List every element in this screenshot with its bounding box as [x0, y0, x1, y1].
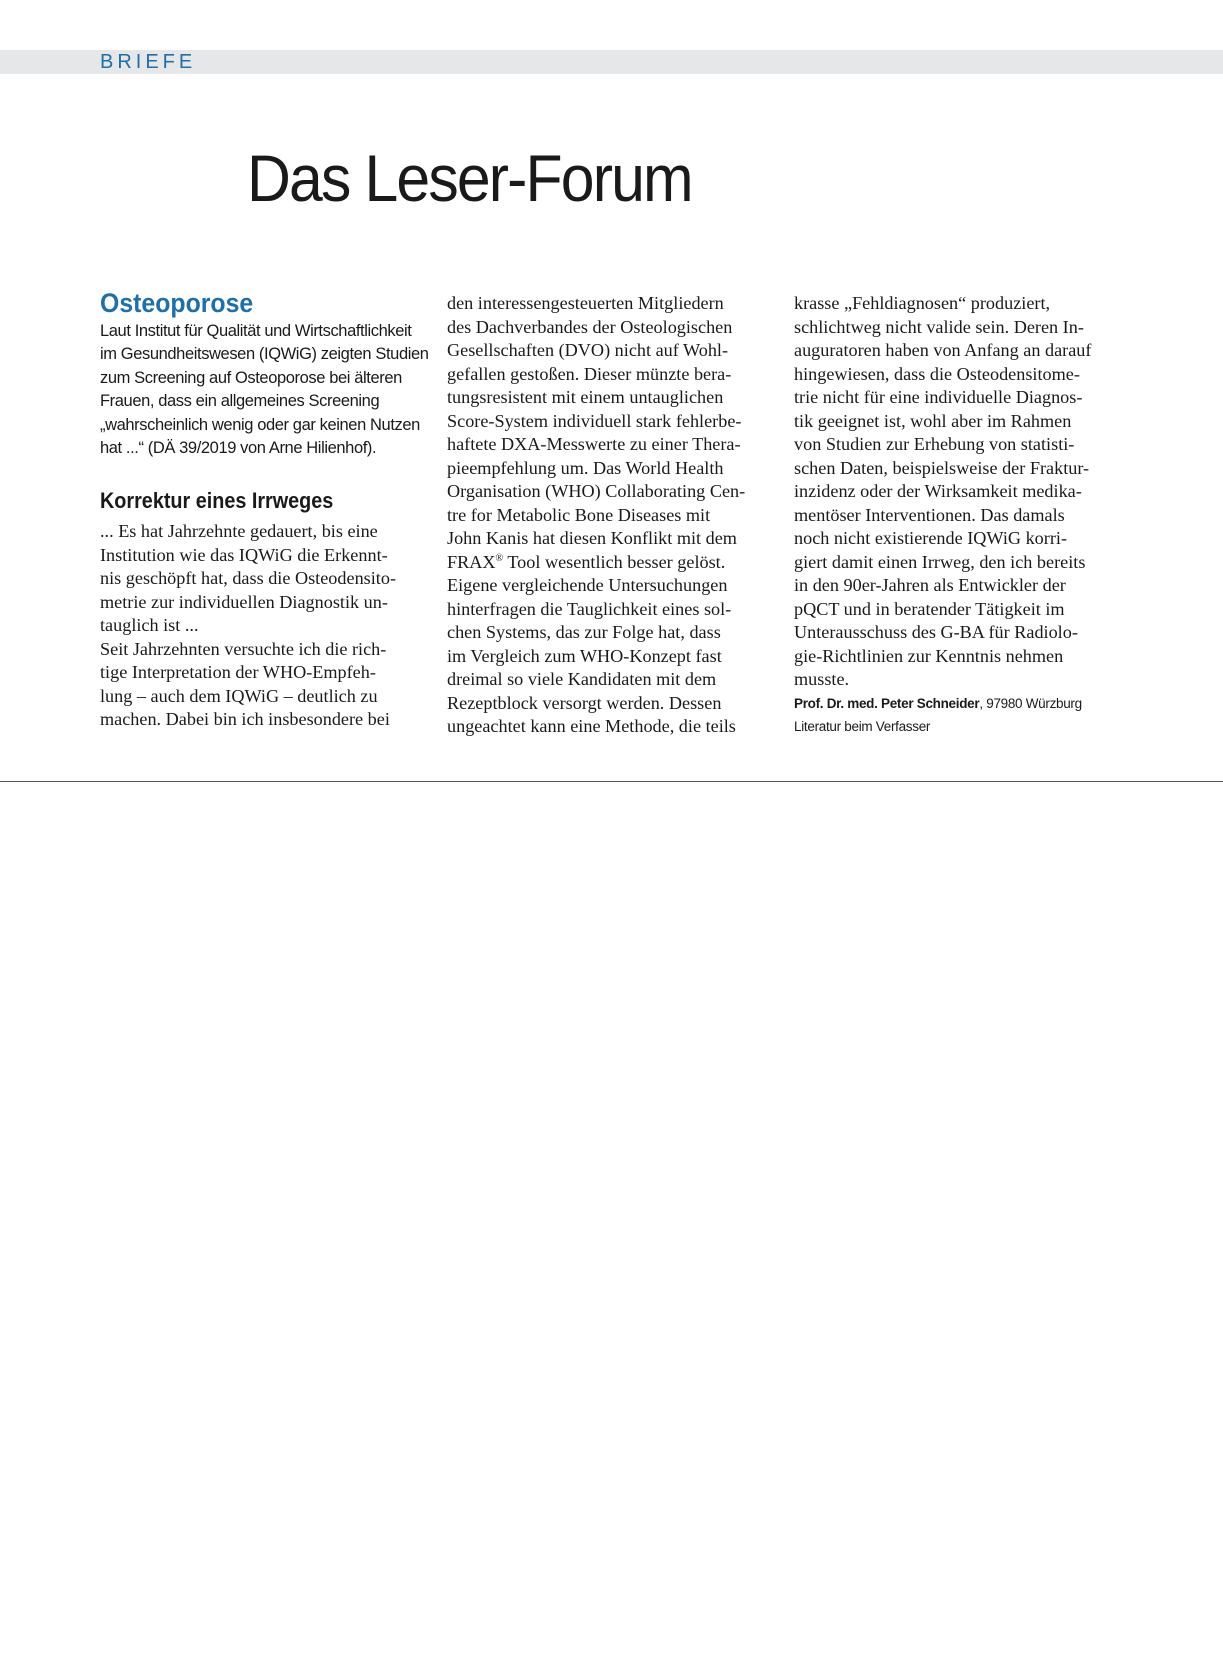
letter-body-col2 [447, 292, 783, 739]
body-line: von Studien zur Erhebung von statisti- [794, 434, 1075, 454]
column-1 [100, 288, 435, 732]
body-line: Unterausschuss des G-BA für Radiolo- [794, 622, 1078, 642]
body-line: hinterfragen die Tauglichkeit eines sol- [447, 598, 732, 619]
bottom-divider [0, 781, 1223, 782]
body-line: mentöser Interventionen. Das damals [794, 504, 1065, 525]
body-line: des Dachverbandes der Osteologischen [447, 316, 733, 337]
body-line: krasse „Fehldiagnosen“ produziert, [794, 293, 1051, 313]
body-line: tige Interpretation der WHO-Empfeh- [100, 662, 376, 683]
section-label: BRIEFE [100, 51, 197, 73]
body-line [447, 551, 783, 575]
body-line: metrie zur individuellen Diagnostik un- [100, 591, 388, 612]
frax-rest: Tool wesentlich besser gelöst. [503, 551, 726, 572]
literature-note: Literatur beim Verfasser [794, 718, 931, 734]
body-line: im Vergleich zum WHO-Konzept fast [447, 645, 722, 666]
body-line: dreimal so viele Kandidaten mit dem [447, 669, 717, 689]
page-title: Das Leser-Forum [247, 141, 692, 215]
body-line: Seit Jahrzehnten versuchte ich die rich- [100, 638, 387, 659]
body-line: Gesellschaften (DVO) nicht auf Wohl- [447, 340, 729, 360]
body-line: tik geeignet ist, wohl aber im Rahmen [794, 410, 1072, 431]
body-line: nis geschöpft hat, dass die Osteodensito- [100, 568, 396, 589]
body-line: tre for Metabolic Bone Diseases mit [447, 504, 711, 525]
lead-line: im Gesundheitswesen (IQWiG) zeigten Studien [100, 345, 429, 364]
column-3 [794, 292, 1130, 738]
body-line: gie-Richtlinien zur Kenntnis nehmen [794, 645, 1064, 666]
body-line: John Kanis hat diesen Konflikt mit dem [447, 528, 737, 548]
body-line: Score-System individuell stark fehlerbe- [447, 410, 742, 431]
body-line: inzidenz oder der Wirksamkeit medika- [794, 481, 1082, 501]
body-line: giert damit einen Irrweg, den ich bereits [794, 551, 1086, 572]
frax-word: FRAX [447, 551, 496, 572]
registered-mark: ® [495, 552, 504, 564]
body-line: gefallen gestoßen. Dieser münzte bera- [447, 363, 732, 384]
topic-heading: Osteoporose [100, 288, 254, 318]
body-line: Eigene vergleichende Untersuchungen [447, 575, 728, 595]
body-line: tauglich ist ... [100, 615, 199, 636]
body-line: chen Systems, das zur Folge hat, dass [447, 622, 721, 642]
body-line: schlichtweg nicht valide sein. Deren In- [794, 316, 1084, 337]
body-line: trie nicht für eine individuelle Diagnos- [794, 387, 1083, 407]
body-line: Rezeptblock versorgt werden. Dessen [447, 692, 722, 713]
author-signature [794, 692, 1130, 715]
letter-body-col3 [794, 292, 1130, 692]
letter-title: Korrektur eines Irrweges [100, 488, 334, 514]
body-line: hingewiesen, dass die Osteodensitome- [794, 363, 1080, 384]
column-2 [447, 292, 783, 739]
body-line: ungeachtet kann eine Methode, die teils [447, 716, 736, 736]
lead-line: zum Screening auf Osteoporose bei älteren [100, 368, 402, 387]
body-line: Institution wie das IQWiG die Erkennt- [100, 544, 388, 565]
body-line: ... Es hat Jahrzehnte gedauert, bis eine [100, 521, 378, 542]
body-line: machen. Dabei bin ich insbesondere bei [100, 709, 390, 730]
body-line: musste. [794, 669, 850, 689]
body-line: in den 90er-Jahren als Entwickler der [794, 575, 1066, 595]
body-line: noch nicht existierende IQWiG korri- [794, 528, 1067, 548]
lead-line: „wahrscheinlich wenig oder gar keinen Nutzen [100, 415, 420, 434]
body-line: Organisation (WHO) Collaborating Cen- [447, 481, 746, 501]
author-place: , 97980 Würzburg [979, 695, 1082, 711]
letter-body-col1 [100, 520, 435, 732]
body-line: haftete DXA-Messwerte zu einer Thera- [447, 434, 741, 454]
body-line: auguratoren haben von Anfang an darauf [794, 340, 1092, 360]
body-line: lung – auch dem IQWiG – deutlich zu [100, 685, 378, 706]
article-lead [100, 320, 435, 460]
body-line: den interessengesteuerten Mitgliedern [447, 293, 724, 313]
lead-line: Laut Institut für Qualität und Wirtschaftlichkeit [100, 322, 412, 340]
lead-line: Frauen, dass ein allgemeines Screening [100, 392, 380, 411]
lead-line: hat ...“ (DÄ 39/2019 von Arne Hilienhof). [100, 439, 377, 458]
body-line: pQCT und in beratender Tätigkeit im [794, 598, 1065, 619]
body-line: tungsresistent mit einem untauglichen [447, 387, 724, 407]
body-line: pieempfehlung um. Das World Health [447, 457, 724, 478]
author-name: Prof. Dr. med. Peter Schneider [794, 695, 980, 711]
body-line: schen Daten, beispielsweise der Fraktur- [794, 457, 1090, 478]
